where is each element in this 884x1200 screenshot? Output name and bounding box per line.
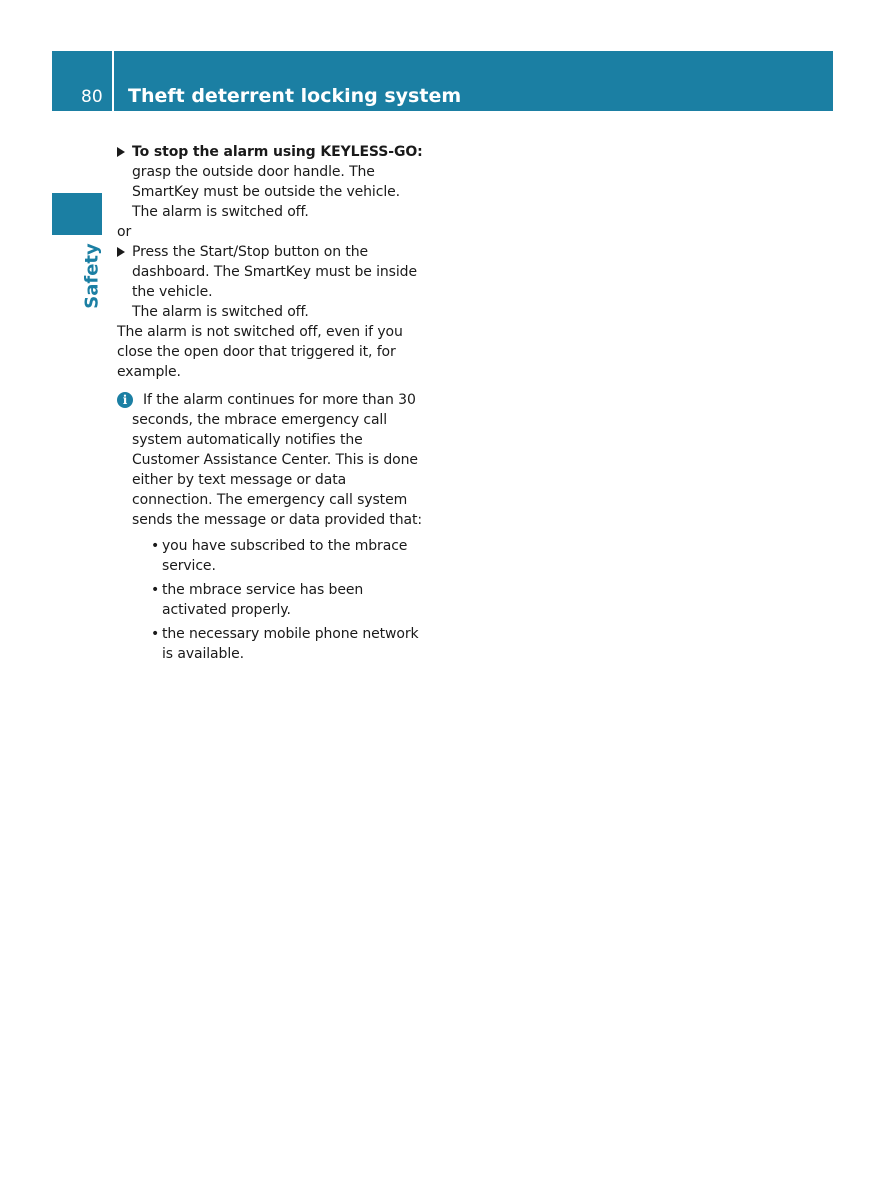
section-tab-marker (52, 193, 102, 235)
list-item-text: you have subscribed to the mbrace service. (162, 538, 408, 574)
note-paragraph: The alarm is not switched off, even if you close the open door that triggered it, for example. (117, 324, 403, 380)
info-note (117, 390, 427, 664)
bullet-dot-icon: • (151, 582, 160, 598)
step-arrow-icon (117, 247, 125, 257)
page-number-box (52, 51, 114, 111)
step-body: Press the Start/Stop button on the dashboard. The SmartKey must be inside the vehicle. (132, 244, 417, 300)
list-item (147, 536, 427, 576)
list-item-text: the necessary mobile phone network is available. (162, 626, 419, 662)
main-content (117, 142, 427, 668)
list-item (147, 624, 427, 664)
section-tab-label: Safety (81, 243, 103, 309)
list-item-text: the mbrace service has been activated properly. (162, 582, 364, 618)
bullet-dot-icon: • (151, 626, 160, 642)
step-arrow-icon (117, 147, 125, 157)
info-text: If the alarm continues for more than 30 seconds, the mbrace emergency call system automatically notifies the Customer Assistance Center. This is done either by text message or data connection. The emergency call system sends the message or data provided that: (132, 392, 423, 528)
step-heading: To stop the alarm using KEYLESS-GO: (132, 144, 423, 160)
page-title: Theft deterrent locking system (128, 85, 462, 107)
condition-list (132, 536, 427, 664)
page-number: 80 (81, 87, 103, 107)
step-result: The alarm is switched off. (132, 204, 309, 220)
or-separator: or (117, 224, 132, 240)
step-result: The alarm is switched off. (132, 304, 309, 320)
bullet-dot-icon: • (151, 538, 160, 554)
instruction-step-start-stop (117, 242, 427, 322)
step-text (132, 142, 427, 202)
step-body: grasp the outside door handle. The SmartKey must be outside the vehicle. (132, 164, 400, 200)
info-icon: i (117, 392, 133, 408)
list-item (147, 580, 427, 620)
page-header (52, 51, 833, 111)
instruction-step-keyless-go (117, 142, 427, 222)
